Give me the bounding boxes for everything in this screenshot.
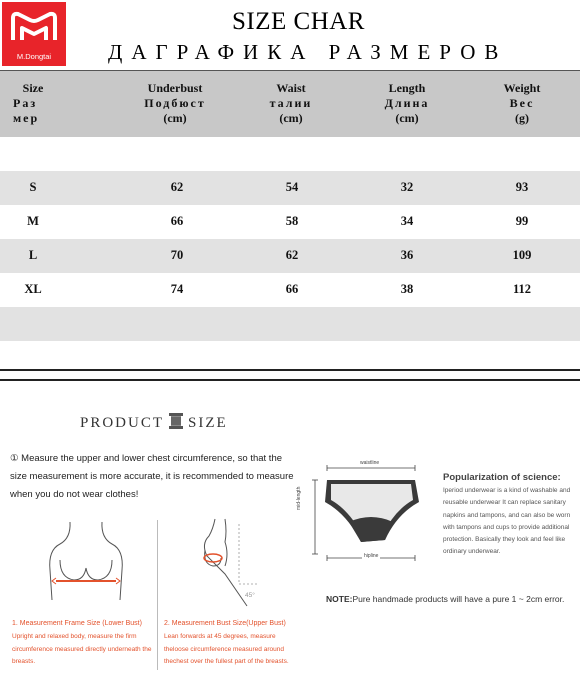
- table-row-spacer: [0, 137, 580, 171]
- table-row-spacer: [0, 307, 580, 341]
- brand-logo: [2, 2, 66, 66]
- cell-weight: 112: [512, 282, 532, 296]
- diagram-divider: [157, 520, 158, 670]
- cell-size: XL: [24, 282, 42, 296]
- cell-waist: 54: [285, 180, 299, 194]
- header-underbust: Underbust Подбюст (cm): [144, 81, 206, 125]
- thread-spool-icon: [166, 412, 186, 435]
- size-table-header: [0, 70, 580, 137]
- table-divider: [0, 369, 580, 381]
- cell-length: 36: [400, 248, 414, 262]
- cell-weight: 109: [512, 248, 532, 262]
- cell-length: 38: [400, 282, 414, 296]
- waistline-label: waistline: [360, 460, 380, 466]
- table-row: [0, 171, 580, 205]
- science-body: Iperiod underwear is a kind of washable and reusable underwear It can replace sanitary napkins and tampons, and can also be worn with tampons and cups to provide additional protection. Basically they look and feel like ordinary underwear.: [443, 487, 571, 556]
- cell-length: 32: [400, 180, 414, 194]
- note: NOTE:Pure handmade products will have a pure 1 ~ 2cm error.: [326, 594, 565, 604]
- product-size-title: PRODUCT SIZE: [80, 412, 228, 435]
- step2-title: 2. Measurement Bust Size(Upper Bust): [164, 620, 286, 627]
- header-weight: Weight Вес (g): [503, 81, 541, 125]
- cell-size: M: [27, 214, 39, 228]
- side-torso-diagram: [195, 514, 275, 614]
- cell-size: S: [29, 180, 37, 194]
- title-russian: ДАГРАФИКА РАЗМЕРОВ: [108, 40, 508, 64]
- hipline-label: hipline: [364, 553, 379, 559]
- science-title: Popularization of science:: [443, 472, 561, 483]
- cell-weight: 93: [515, 180, 529, 194]
- brand-name: M.Dongtai: [16, 52, 52, 61]
- table-row: [0, 273, 580, 307]
- cell-waist: 62: [285, 248, 299, 262]
- header-waist: Waist талии (cm): [269, 81, 313, 125]
- header-size: Size Раз мер: [13, 81, 44, 125]
- title-english: SIZE CHAR: [232, 8, 365, 35]
- table-row: [0, 205, 580, 239]
- table-row: [0, 239, 580, 273]
- step1-body: Upright and relaxed body, measure the firm circumference measured directly underneath the breasts.: [12, 633, 152, 665]
- cell-size: L: [28, 248, 38, 262]
- step1-title: 1. Measurement Frame Size (Lower Bust): [12, 620, 142, 627]
- cell-weight: 99: [515, 214, 529, 228]
- cell-underbust: 74: [170, 282, 184, 296]
- cell-underbust: 66: [170, 214, 184, 228]
- cell-underbust: 70: [170, 248, 184, 262]
- cell-underbust: 62: [170, 180, 184, 194]
- angle-label: 45°: [245, 592, 255, 599]
- cell-waist: 58: [285, 214, 299, 228]
- cell-length: 34: [400, 214, 414, 228]
- front-torso-diagram: [40, 520, 135, 610]
- header-length: Length Длина (cm): [384, 81, 430, 125]
- mid-length-label: mid-length: [296, 486, 302, 510]
- measure-instruction: ① Measure the upper and lower chest circumference, so that the size measurement is more accurate, it is recommended to measure when you do not wear clothes!: [10, 453, 294, 500]
- table-row-spacer: [0, 341, 580, 369]
- header: [0, 0, 580, 70]
- underwear-diagram: [305, 462, 435, 567]
- logo-mark-icon: [10, 10, 58, 44]
- step2-body: Lean forwards at 45 degrees, measure theloose circumference measured around thechest over the fullest part of the breasts.: [164, 633, 289, 665]
- product-size-section: [0, 382, 580, 695]
- cell-waist: 66: [285, 282, 299, 296]
